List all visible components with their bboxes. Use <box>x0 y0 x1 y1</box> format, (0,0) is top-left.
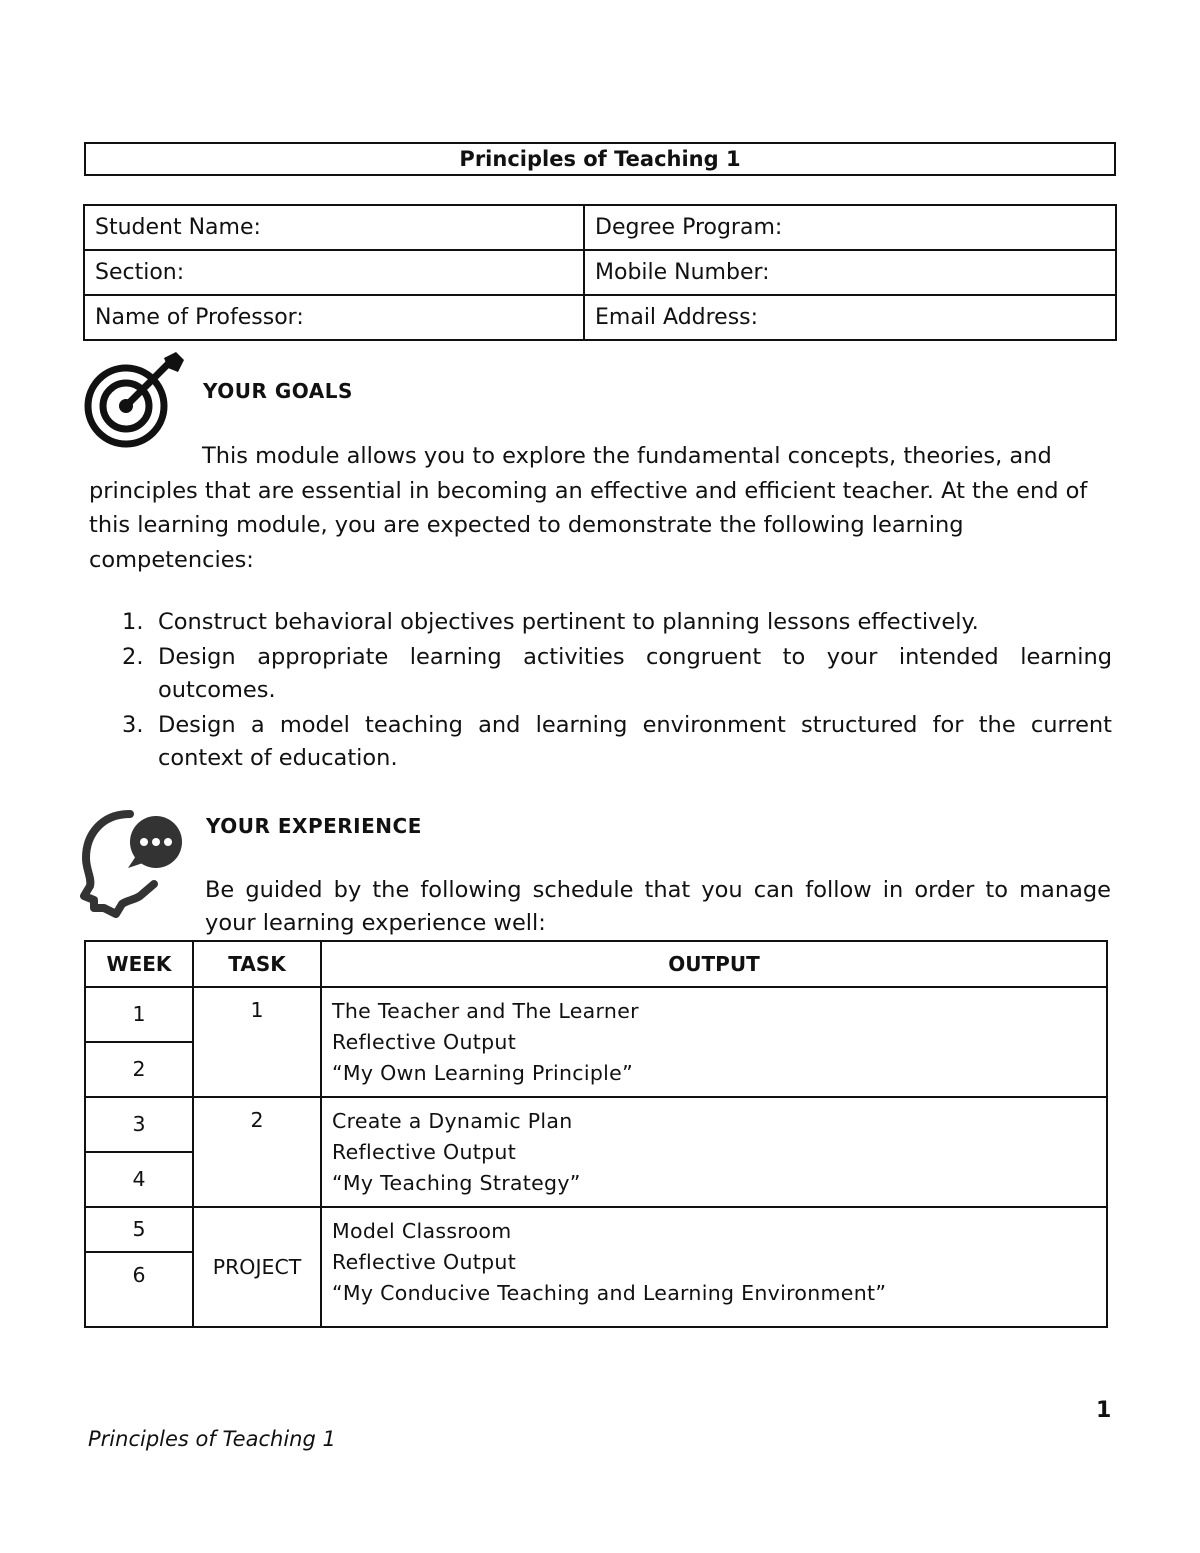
task-header: TASK <box>193 941 321 987</box>
footer-text: Principles of Teaching 1 <box>88 1427 336 1451</box>
week-cell: 6 <box>85 1252 193 1327</box>
list-item: 1. Construct behavioral objectives pertinent to planning lessons effectively. <box>122 609 979 635</box>
email-address-field[interactable]: Email Address: <box>584 295 1116 340</box>
list-item: 2. Design appropriate learning activities congruent to your intended learning outcomes. <box>122 644 1112 703</box>
week-cell: 1 <box>85 987 193 1042</box>
section-field[interactable]: Section: <box>84 250 584 295</box>
table-row <box>85 1097 1107 1152</box>
degree-program-field[interactable]: Degree Program: <box>584 205 1116 250</box>
list-item: 3. Design a model teaching and learning environment structured for the current context of education. <box>122 712 1112 771</box>
mobile-number-field[interactable]: Mobile Number: <box>584 250 1116 295</box>
student-info-table <box>83 204 1117 341</box>
table-row <box>85 987 1107 1042</box>
week-header: WEEK <box>85 941 193 987</box>
page-number: 1 <box>1096 1398 1112 1423</box>
schedule-table <box>84 940 1108 1328</box>
table-row <box>85 1207 1107 1252</box>
week-cell: 2 <box>85 1042 193 1097</box>
week-cell: 3 <box>85 1097 193 1152</box>
week-cell: 4 <box>85 1152 193 1207</box>
student-name-field[interactable]: Student Name: <box>84 205 584 250</box>
document-title: Principles of Teaching 1 <box>84 142 1116 176</box>
week-cell: 5 <box>85 1207 193 1252</box>
task-cell: 1 <box>193 987 321 1097</box>
professor-field[interactable]: Name of Professor: <box>84 295 584 340</box>
goals-heading: YOUR GOALS <box>203 379 353 403</box>
experience-intro: Be guided by the following schedule that you can follow in order to manage your learning experience well: <box>205 877 1111 936</box>
head-speech-icon <box>80 808 186 918</box>
task-cell: 2 <box>193 1097 321 1207</box>
goals-intro: This module allows you to explore the fundamental concepts, theories, and principles that are essential in becoming an effective and efficient teacher. At the end of this learning module, you are expected to demonstrate the following learning competencies: <box>89 443 1088 573</box>
task-cell: PROJECT <box>193 1207 321 1327</box>
output-cell: Model Classroom Reflective Output “My Conducive Teaching and Learning Environment” <box>321 1207 1107 1327</box>
output-cell: Create a Dynamic Plan Reflective Output “My Teaching Strategy” <box>321 1097 1107 1207</box>
output-header: OUTPUT <box>321 941 1107 987</box>
output-cell: The Teacher and The Learner Reflective Output “My Own Learning Principle” <box>321 987 1107 1097</box>
experience-heading: YOUR EXPERIENCE <box>206 814 422 838</box>
target-icon <box>84 350 186 450</box>
objectives-list <box>118 606 1112 777</box>
